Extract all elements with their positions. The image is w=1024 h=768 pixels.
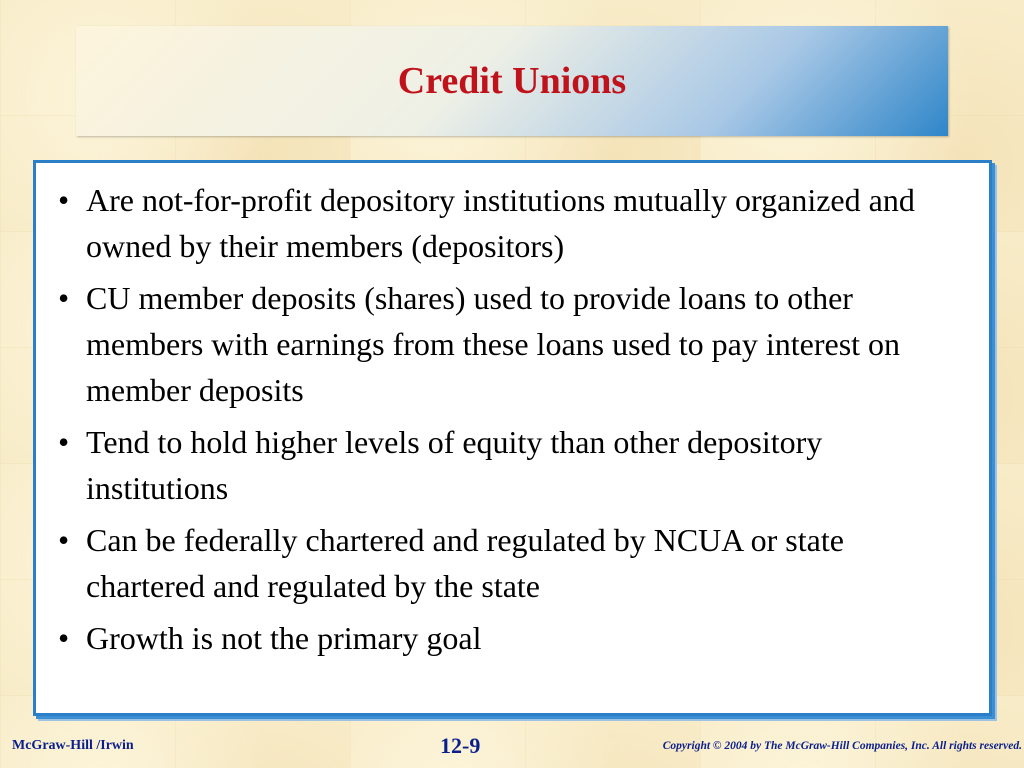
content-box: [33, 160, 992, 716]
title-bar: [76, 26, 948, 136]
bullet-item: [50, 517, 949, 609]
bullet-item: [50, 419, 949, 511]
bullet-item: [50, 177, 949, 269]
bullet-icon: •: [58, 620, 70, 656]
bullet-icon: •: [58, 424, 70, 460]
footer-copyright: Copyright © 2004 by The McGraw-Hill Companies, Inc. All rights reserved.: [662, 740, 1022, 752]
bullet-icon: •: [58, 280, 70, 316]
slide-title: Credit Unions: [397, 60, 627, 102]
bullet-list: [50, 177, 949, 661]
bullet-icon: •: [58, 182, 70, 218]
bullet-text: Are not-for-profit depository institutions mutually organized and owned by their members (depositors): [86, 182, 915, 264]
footer-publisher: McGraw-Hill /Irwin: [12, 738, 134, 753]
bullet-icon: •: [58, 522, 70, 558]
bullet-text: Growth is not the primary goal: [86, 620, 482, 656]
bullet-item: [50, 615, 949, 661]
bullet-text: Can be federally chartered and regulated by NCUA or state chartered and regulated by the state: [86, 522, 844, 604]
bullet-item: [50, 275, 949, 413]
bullet-text: CU member deposits (shares) used to provide loans to other members with earnings from these loans used to pay interest on member deposits: [86, 280, 901, 408]
bullet-text: Tend to hold higher levels of equity than other depository institutions: [86, 424, 823, 506]
slide-number: 12-9: [440, 733, 481, 758]
